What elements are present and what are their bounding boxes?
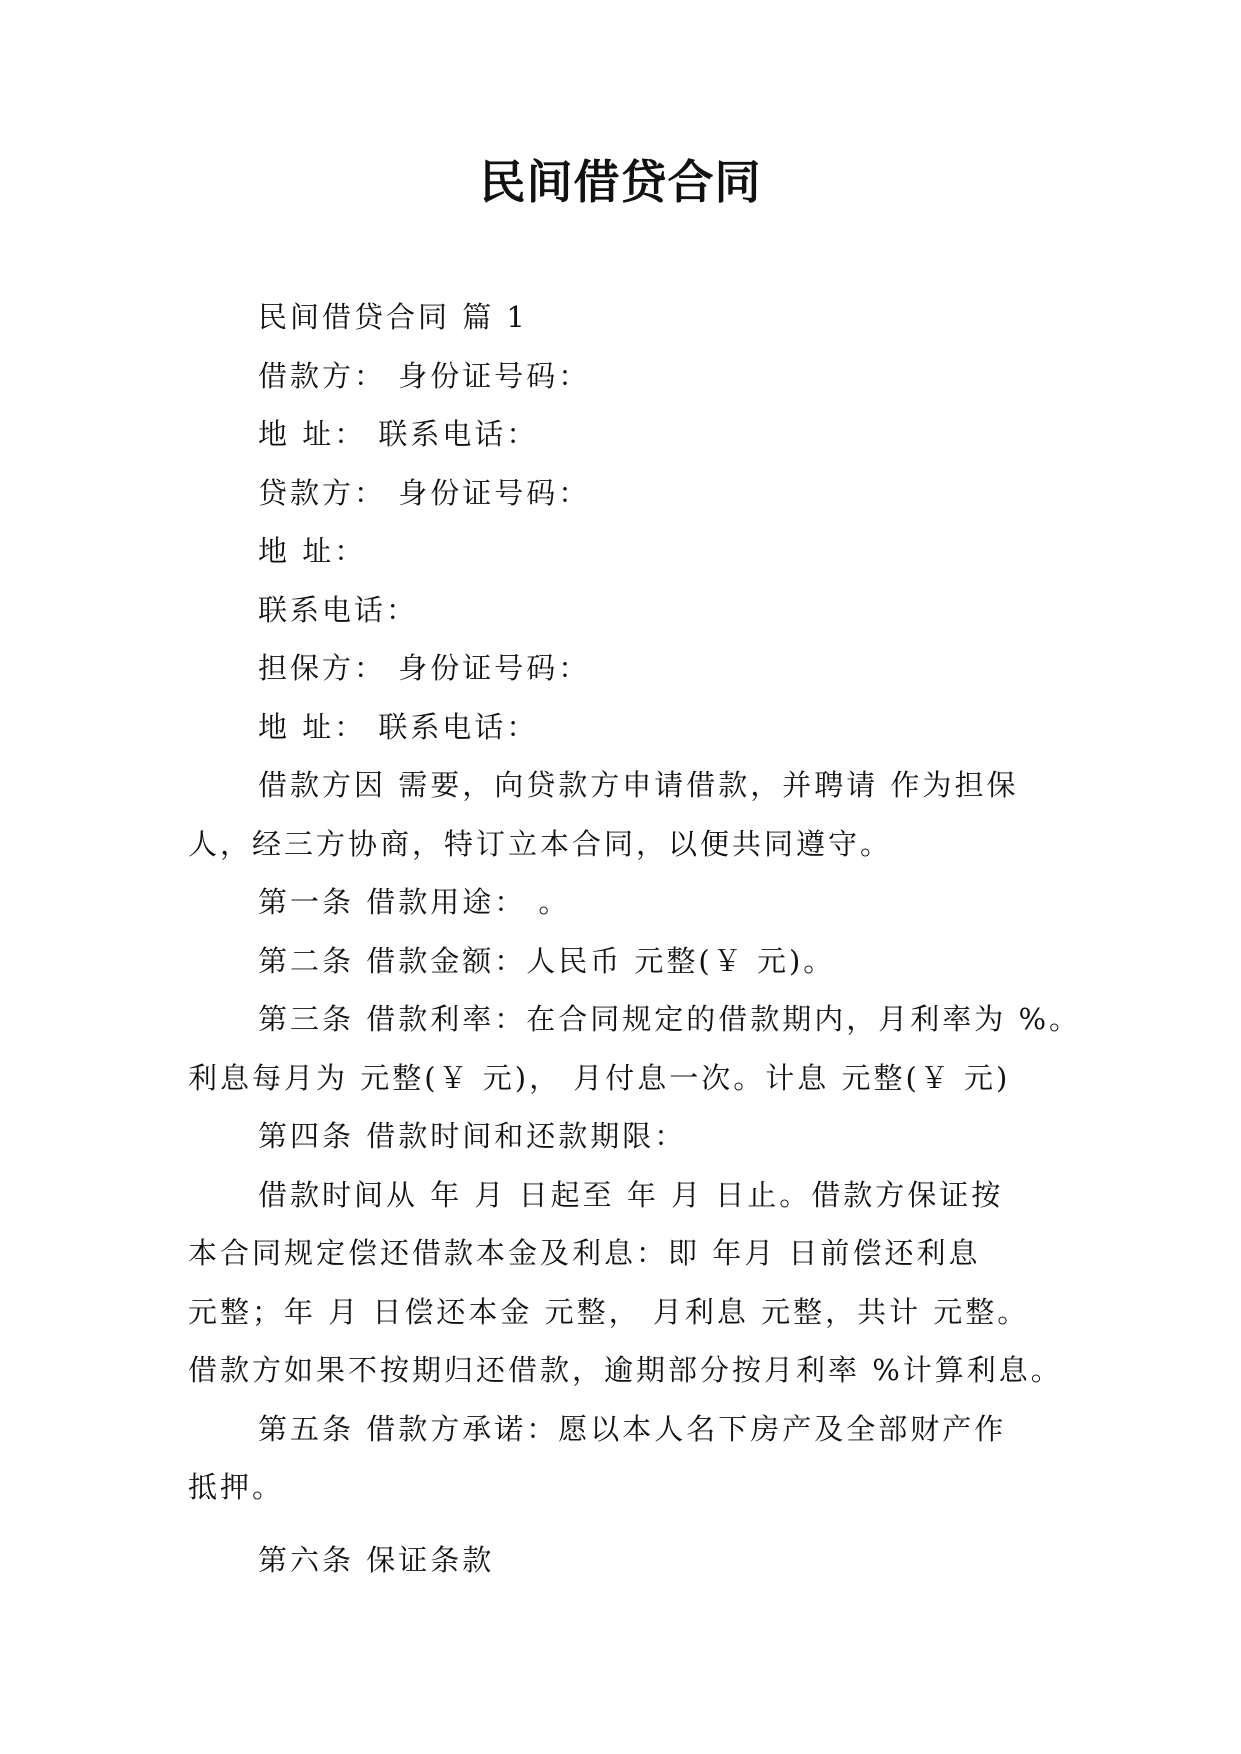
paragraph-line: 地 址： 联系电话： (258, 709, 539, 744)
paragraph-line: 担保方： 身份证号码： (258, 651, 591, 685)
document-title: 民间借贷合同 (479, 155, 762, 209)
paragraph-line: 第六条 保证条款 (258, 1542, 495, 1577)
paragraph-line: 本合同规定偿还借款本金及利息：即 年月 日前偿还利息 (188, 1236, 981, 1270)
paragraph-line: 地 址： (258, 534, 367, 568)
paragraph-line: 贷款方： 身份证号码： (258, 475, 591, 510)
paragraph-line: 第四条 借款时间和还款期限： (258, 1119, 687, 1153)
paragraph-line: 利息每月为 元整(￥ 元)， 月付息一次。计息 元整(￥ 元) (188, 1060, 1011, 1095)
paragraph-line: 第五条 借款方承诺：愿以本人名下房产及全部财产作 (258, 1411, 1007, 1446)
paragraph-line: 抵押。 (188, 1470, 285, 1504)
paragraph-line: 地 址： 联系电话： (258, 417, 539, 451)
paragraph-line: 借款方如果不按期归还借款，逾期部分按月利率 %计算利息。 (188, 1353, 1063, 1387)
paragraph-line: 借款方： 身份证号码： (258, 358, 591, 393)
document-body (188, 288, 1081, 1589)
paragraph-line: 第二条 借款金额：人民币 元整(￥ 元)。 (258, 943, 836, 978)
paragraph-line: 民间借贷合同 篇 1 (258, 300, 528, 334)
paragraph-line: 联系电话： (258, 592, 419, 627)
paragraph-line: 元整；年 月 日偿还本金 元整， 月利息 元整，共计 元整。 (188, 1294, 1030, 1329)
paragraph-line: 第三条 借款利率：在合同规定的借款期内，月利率为 %。 (258, 1002, 1081, 1036)
paragraph-line: 借款时间从 年 月 日起至 年 月 日止。借款方保证按 (258, 1177, 1004, 1212)
paragraph-line: 借款方因 需要，向贷款方申请借款，并聘请 作为担保 (258, 768, 1019, 802)
paragraph-line: 人，经三方协商，特订立本合同，以便共同遵守。 (188, 826, 893, 861)
paragraph-line: 第一条 借款用途： 。 (258, 885, 571, 919)
